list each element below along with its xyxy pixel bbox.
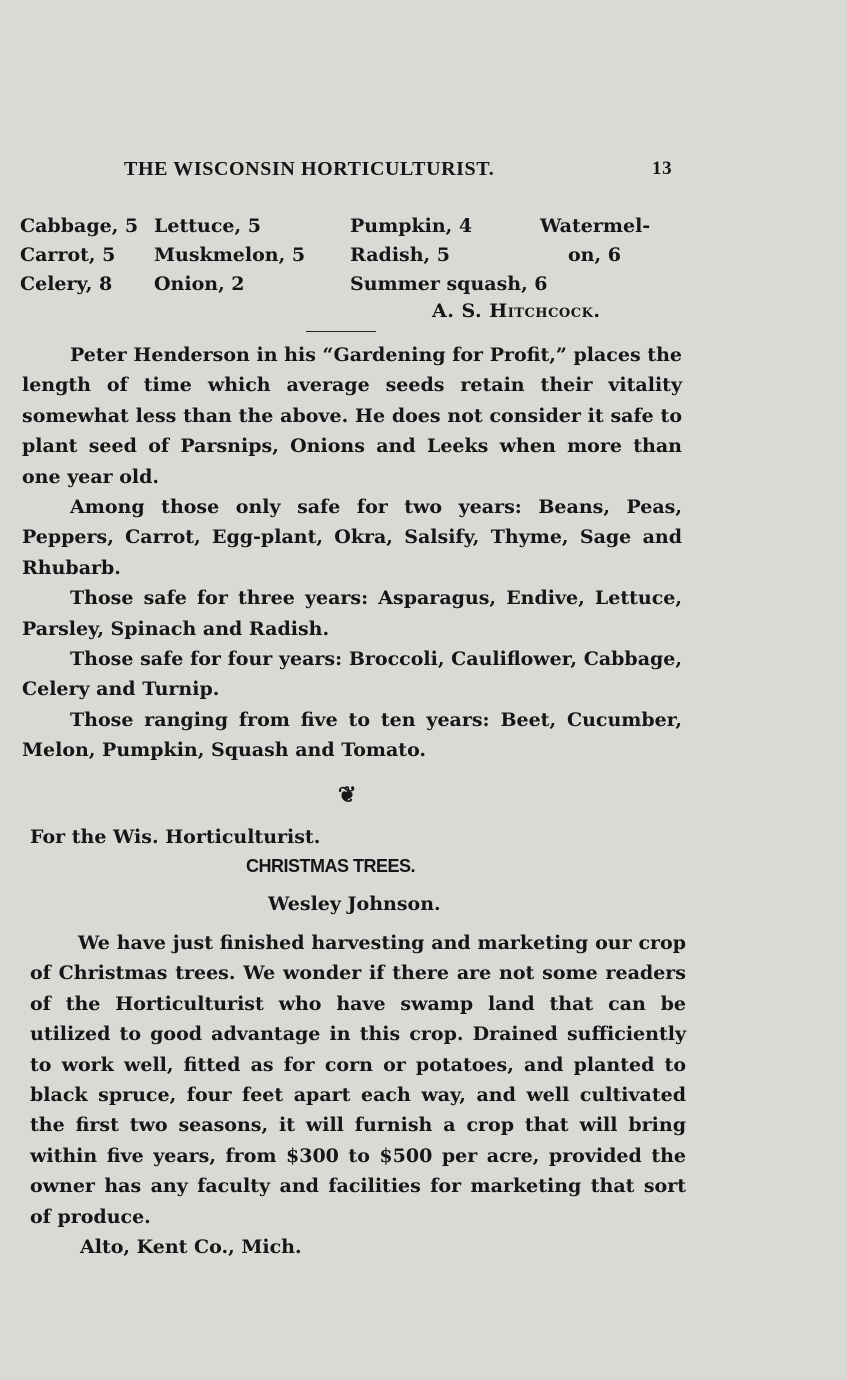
seed-entry: Onion, 2 (154, 273, 245, 295)
paragraph: We have just finished harvesting and marketing our crop of Christmas trees. We wonder if there are not some readers of the Horticulturist who have swamp land that can be utilized to good advantage in this crop. Drained sufficiently to work well, fitted as for corn or potatoes, and planted to black spruce, four feet apart each way, and well cultivated the first two seasons, it will furnish a crop that will bring within five years, from $300 to $500 per acre, provided the owner has any faculty and facilities for marketing that sort of produce. (30, 932, 686, 1228)
seed-column-1 (20, 212, 138, 299)
seed-entry: Lettuce, 5 (154, 215, 261, 237)
seed-entry: Pumpkin, 4 (350, 215, 473, 237)
article-byline: For the Wis. Horticulturist. (30, 826, 321, 848)
paragraph: Those safe for four years: Broccoli, Cauliflower, Cabbage, Celery and Turnip. (22, 648, 682, 701)
paragraph: Those ranging from five to ten years: Beet, Cucumber, Melon, Pumpkin, Squash and Tomato. (22, 708, 682, 762)
paragraph: Peter Henderson in his “Gardening for Profit,” places the length of time which average seeds retain their vitality somewhat less than the above. He does not consider it safe to plant seed of Parsnips, Onions and Leeks when more than one year old. (22, 344, 682, 488)
running-header (124, 158, 684, 181)
article-place: Alto, Kent Co., Mich. (80, 1236, 302, 1258)
seed-advice-section (22, 340, 682, 766)
seed-entry: Muskmelon, 5 (154, 244, 306, 266)
section-rule (306, 331, 376, 332)
paragraph: Among those only safe for two years: Beans, Peas, Peppers, Carrot, Egg-plant, Okra, Salsify, Thyme, Sage and Rhubarb. (22, 496, 682, 579)
fleuron-ornament-icon: ❦ (338, 782, 357, 808)
seed-entry: Carrot, 5 (20, 244, 116, 266)
seed-entry: on, 6 (568, 244, 621, 266)
article-author: Wesley Johnson. (268, 893, 441, 915)
seed-column-2 (154, 212, 305, 299)
article-title: CHRISTMAS TREES. (246, 856, 416, 876)
seed-entry: Celery, 8 (20, 273, 113, 295)
paragraph: Those safe for three years: Asparagus, Endive, Lettuce, Parsley, Spinach and Radish. (22, 587, 682, 640)
seed-entry: Cabbage, 5 (20, 215, 139, 237)
seed-column-4 (540, 212, 650, 270)
seed-entry: Radish, 5 (350, 244, 451, 266)
author-signature: A. S. Hitchcock. (432, 300, 601, 322)
seed-entry: Watermel- (540, 215, 651, 237)
page-number: 13 (652, 158, 673, 179)
seed-entry: Summer squash, 6 (350, 273, 548, 295)
journal-title: THE WISCONSIN HORTICULTURIST. (124, 158, 495, 180)
seed-column-3 (350, 212, 548, 299)
article-body (30, 928, 686, 1232)
